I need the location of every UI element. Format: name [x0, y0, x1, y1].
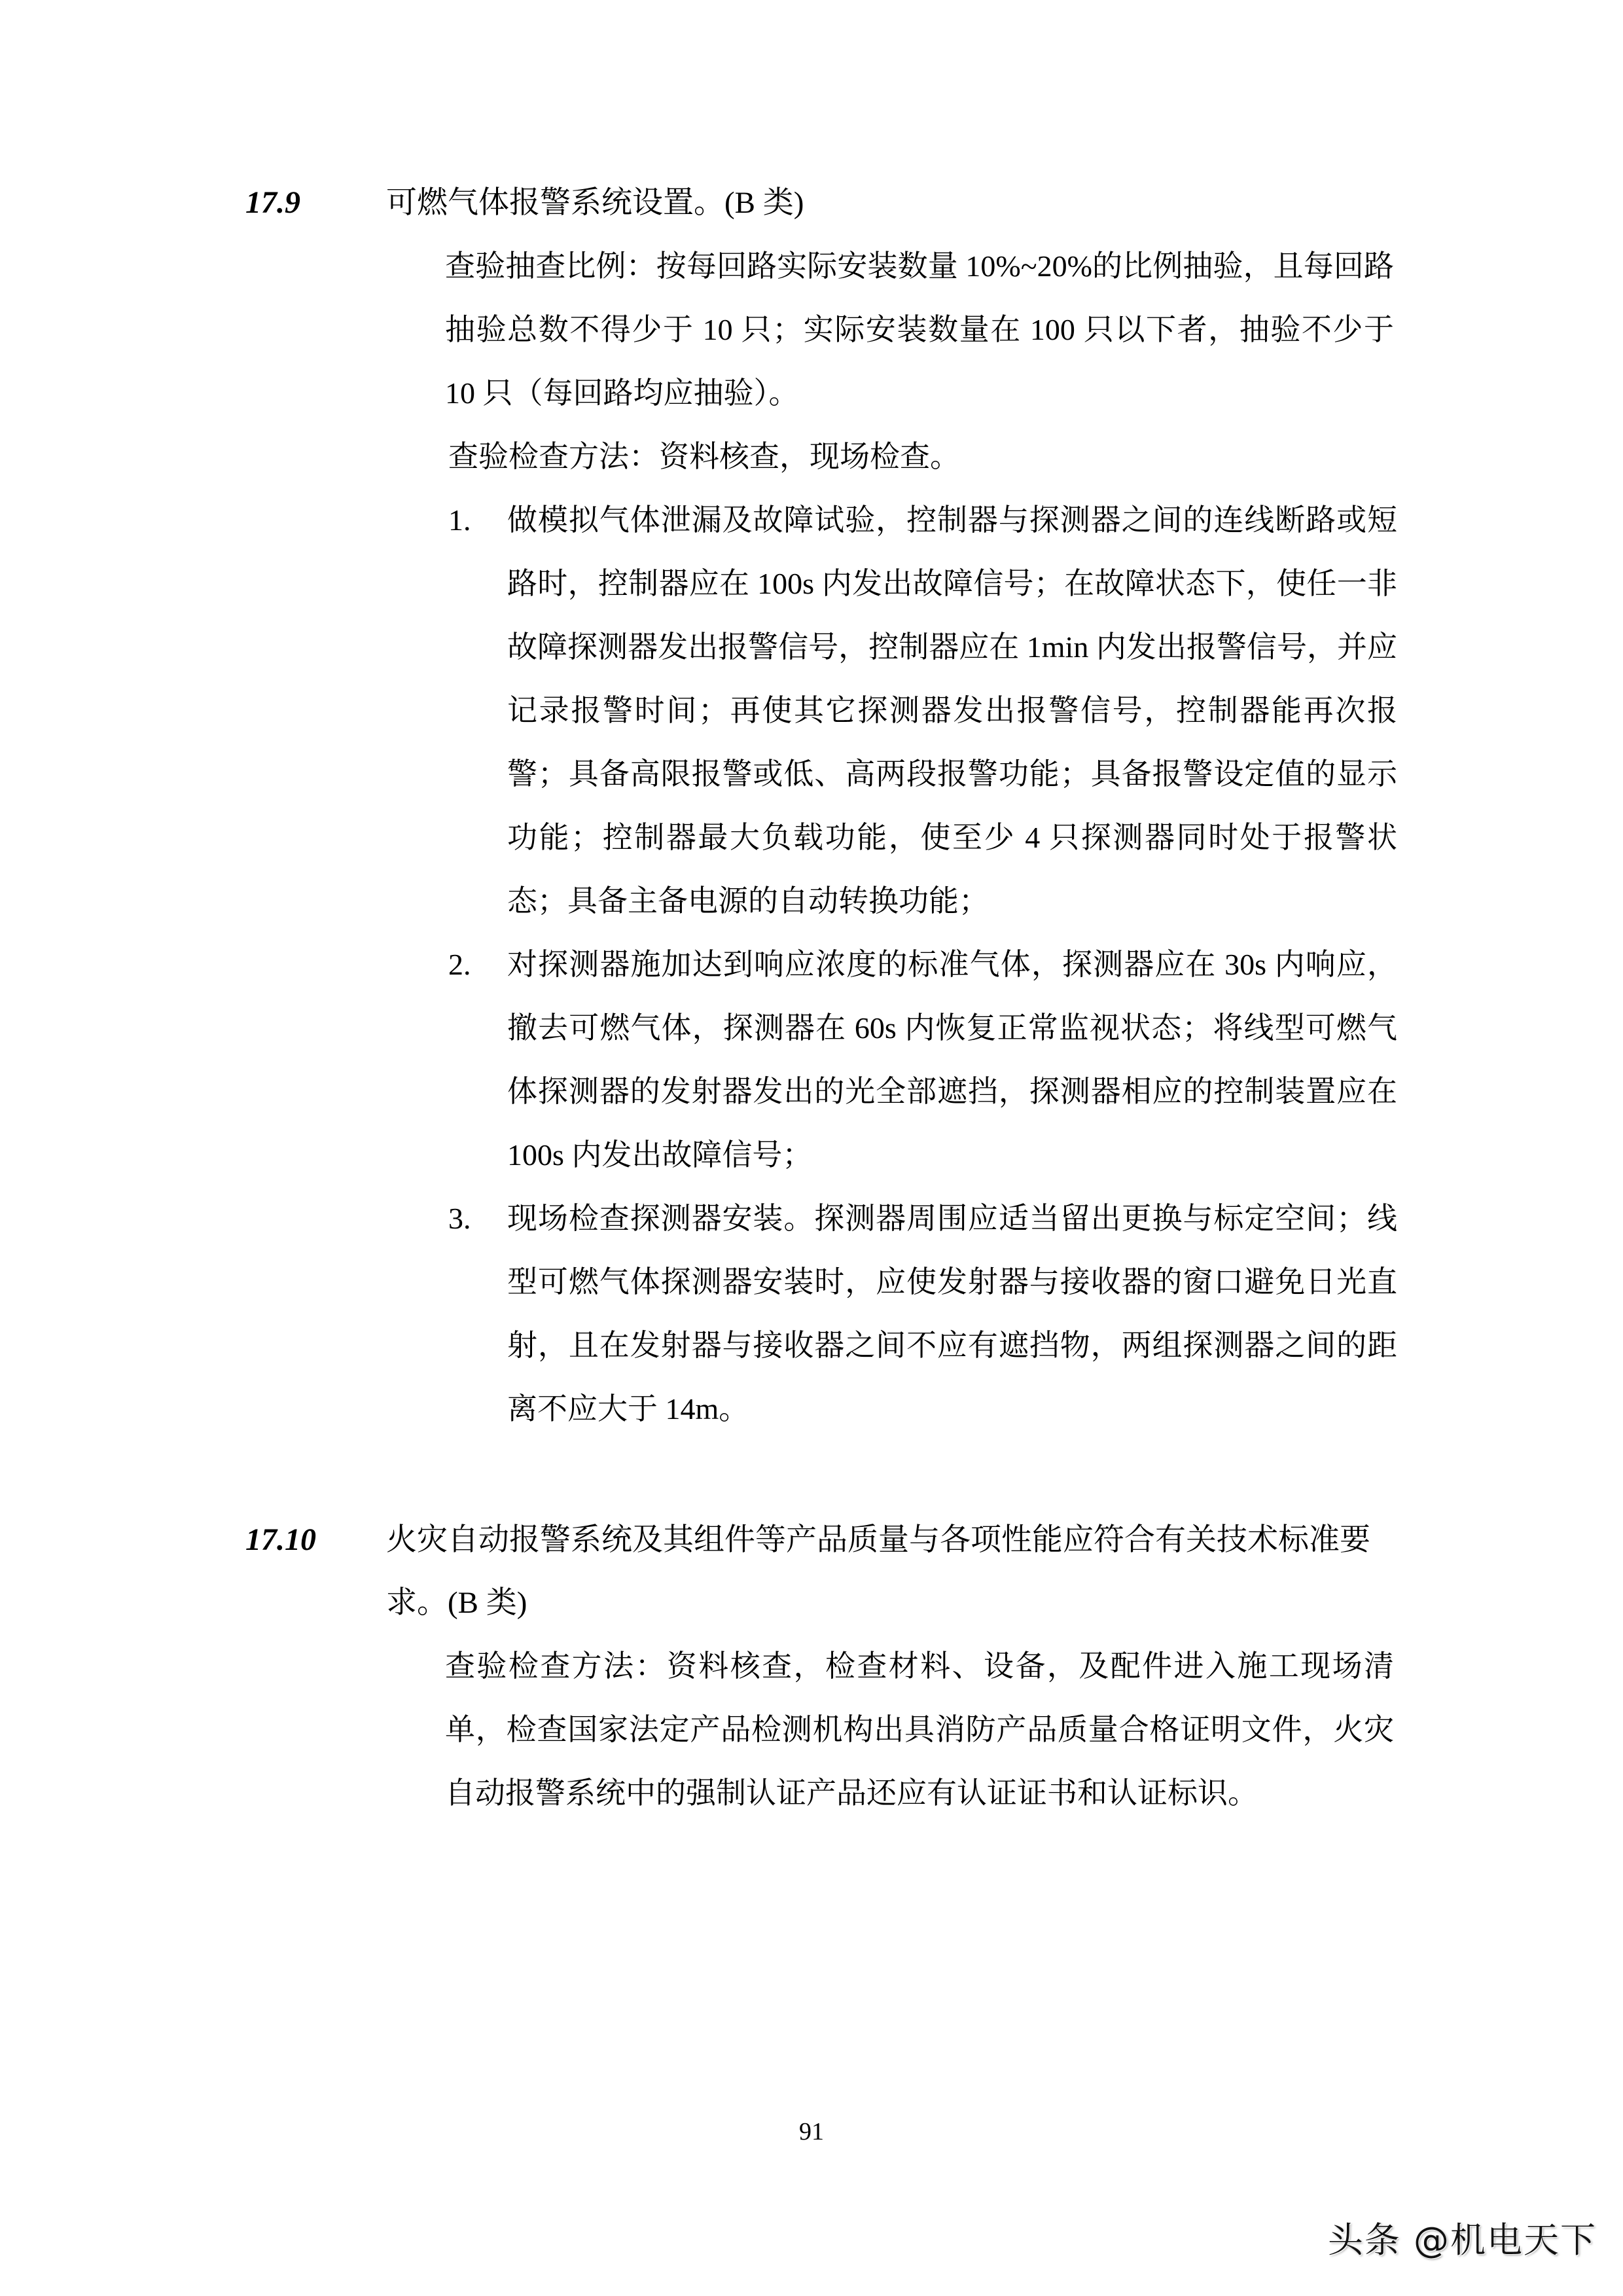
section-17-10	[245, 1509, 1397, 1825]
inspection-method-paragraph: 查验检查方法：资料核查，现场检查。	[448, 440, 960, 473]
sampling-ratio-paragraph: 查验抽查比例：按每回路实际安装数量 10%~20%的比例抽验，且每回路抽验总数不得少于 10 只；实际安装数量在 100 只以下者，抽验不少于 10 只（每回路均应抽验）。	[445, 249, 1394, 410]
list-item	[448, 1187, 1397, 1441]
inspection-method-paragraph: 查验检查方法：资料核查，检查材料、设备，及配件进入施工现场清单，检查国家法定产品检测机构出具消防产品质量合格证明文件，火灾自动报警系统中的强制认证产品还应有认证证书和认证标识。	[445, 1649, 1394, 1810]
list-item	[448, 488, 1397, 933]
section-heading	[245, 1509, 1397, 1634]
inspection-steps-list	[448, 488, 1397, 1441]
section-heading	[245, 171, 1397, 234]
section-title: 火灾自动报警系统及其组件等产品质量与各项性能应符合有关技术标准要求。(B 类)	[386, 1523, 1370, 1620]
list-item-number: 1.	[448, 503, 471, 537]
page-number: 91	[799, 2118, 824, 2145]
list-item-text: 现场检查探测器安装。探测器周围应适当留出更换与标定空间；线型可燃气体探测器安装时，应使发射器与接收器的窗口避免日光直射，且在发射器与接收器之间不应有遮挡物，两组探测器之间的距离不应大于 14m。	[507, 1202, 1397, 1426]
list-item-number: 2.	[448, 948, 471, 981]
list-item-text: 对探测器施加达到响应浓度的标准气体，探测器应在 30s 内响应，撤去可燃气体，探测器在 60s 内恢复正常监视状态；将线型可燃气体探测器的发射器发出的光全部遮挡，探测器相应的控制装置应在 100s 内发出故障信号；	[507, 948, 1397, 1172]
section-number: 17.9	[245, 185, 300, 220]
list-item-number: 3.	[448, 1202, 471, 1235]
watermark: 头条 @机电天下	[1327, 2219, 1597, 2261]
list-item	[448, 933, 1397, 1187]
section-title: 可燃气体报警系统设置。(B 类)	[386, 186, 804, 220]
list-item-text: 做模拟气体泄漏及故障试验，控制器与探测器之间的连线断路或短路时，控制器应在 100s 内发出故障信号；在故障状态下，使任一非故障探测器发出报警信号，控制器应在 1min 内发出报警信号，并应记录报警时间；再使其它探测器发出报警信号，控制器能再次报警；具备高限报警或低、高两段报警功能；具备报警设定值的显示功能；控制器最大负载功能，使至少 4 只探测器同时处于报警状态；具备主备电源的自动转换功能；	[507, 503, 1397, 918]
section-17-9	[245, 171, 1397, 1441]
section-number: 17.10	[245, 1522, 316, 1557]
